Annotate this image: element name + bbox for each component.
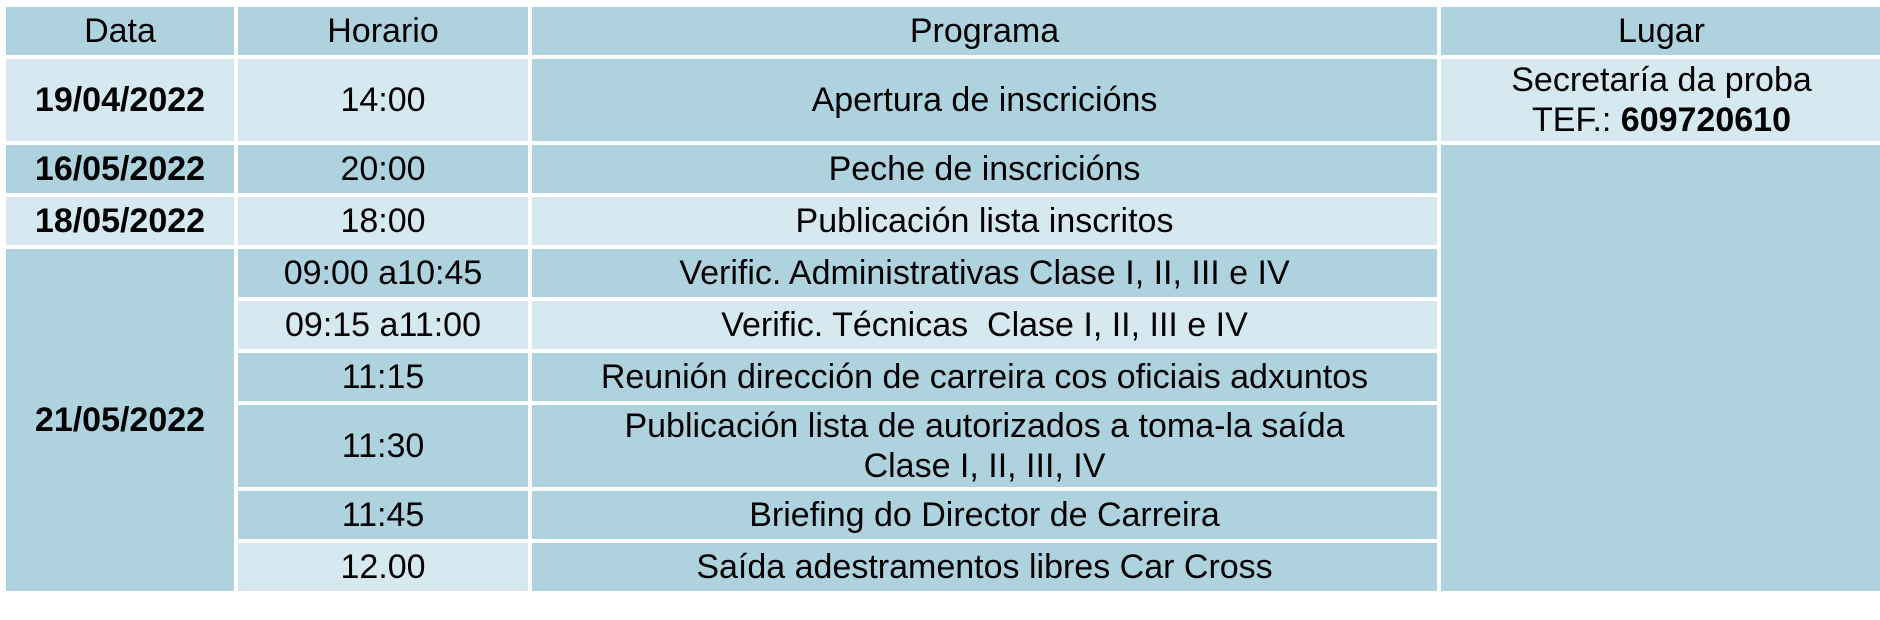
time-cell: 11:15 — [238, 353, 528, 401]
header-data: Data — [6, 7, 234, 55]
tef-label: TEF.: — [1532, 101, 1621, 139]
date-cell: 18/05/2022 — [6, 197, 234, 245]
date-cell: 21/05/2022 — [6, 249, 234, 591]
time-cell: 09:15 a11:00 — [238, 301, 528, 349]
time-cell: 12.00 — [238, 543, 528, 591]
program-cell — [532, 405, 1437, 487]
program-cell: Reunión dirección de carreira cos oficiais adxuntos — [532, 353, 1437, 401]
tef-number: 609720610 — [1620, 101, 1791, 139]
program-cell: Apertura de inscricións — [532, 59, 1437, 141]
program-cell: Verific. Técnicas Clase I, II, III e IV — [532, 301, 1437, 349]
time-cell: 14:00 — [238, 59, 528, 141]
lugar-line1: Secretaría da proba — [1511, 61, 1812, 99]
table-row — [6, 145, 1880, 193]
program-cell: Peche de inscricións — [532, 145, 1437, 193]
time-cell: 09:00 a10:45 — [238, 249, 528, 297]
date-cell: 19/04/2022 — [6, 59, 234, 141]
header-programa: Programa — [532, 7, 1437, 55]
lugar-cell — [1441, 59, 1880, 141]
program-cell: Saída adestramentos libres Car Cross — [532, 543, 1437, 591]
time-cell: 11:45 — [238, 491, 528, 539]
time-cell: 20:00 — [238, 145, 528, 193]
date-cell: 16/05/2022 — [6, 145, 234, 193]
program-line1: Publicación lista de autorizados a toma-la saída — [624, 407, 1345, 445]
table-row — [6, 59, 1880, 141]
program-cell: Verific. Administrativas Clase I, II, III e IV — [532, 249, 1437, 297]
time-cell: 18:00 — [238, 197, 528, 245]
program-line2: Clase I, II, III, IV — [863, 447, 1106, 485]
program-cell: Publicación lista inscritos — [532, 197, 1437, 245]
header-row — [6, 7, 1880, 55]
time-cell: 11:30 — [238, 405, 528, 487]
schedule-table — [2, 3, 1880, 595]
program-cell: Briefing do Director de Carreira — [532, 491, 1437, 539]
header-lugar: Lugar — [1441, 7, 1880, 55]
header-horario: Horario — [238, 7, 528, 55]
lugar-empty-cell — [1441, 145, 1880, 591]
